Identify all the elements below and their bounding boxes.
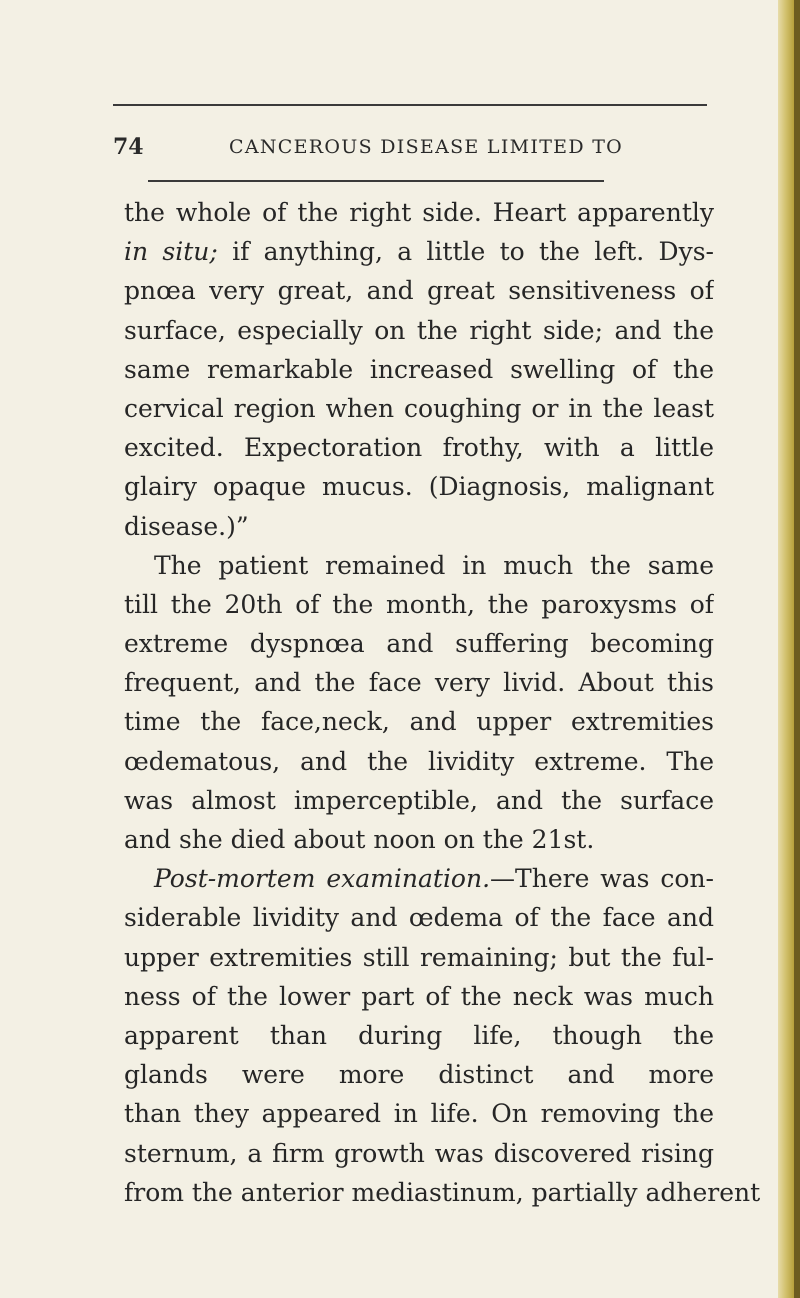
text-segment: than they appeared in life. On removing the [124, 1099, 714, 1129]
text-segment: time the face,neck, and upper extremities [124, 707, 714, 737]
running-head: CANCEROUS DISEASE LIMITED TO [229, 136, 624, 158]
text-line [124, 663, 714, 702]
text-line [124, 1134, 714, 1173]
text-line [124, 311, 714, 350]
text-line [124, 1016, 714, 1055]
text-line [124, 1094, 714, 1133]
text-line [124, 1173, 761, 1212]
text-segment: was almost imperceptible, and the surface [124, 785, 714, 815]
text-segment: and she died about noon on the 21st. [124, 825, 595, 854]
body-text [124, 193, 761, 1212]
text-line [124, 898, 714, 937]
text-line [124, 781, 714, 820]
text-line [124, 820, 714, 859]
text-segment: sternum, a firm growth was discovered rising [124, 1138, 714, 1168]
text-segment: siderable lividity and œdema of the face and [124, 903, 714, 933]
text-line [124, 977, 714, 1016]
italic-text: Post-mortem examination. [154, 864, 491, 894]
text-line [124, 938, 714, 977]
text-segment: pnœa very great, and great sensitiveness of [124, 276, 714, 306]
header-rule-top [113, 104, 707, 106]
header-rule-bottom [148, 180, 604, 182]
text-line [124, 428, 714, 467]
text-segment: surface, especially on the right side; and the [124, 315, 714, 345]
page-edge-shadow [794, 0, 800, 1298]
text-line [124, 350, 714, 389]
text-segment: upper extremities still remaining; but the ful- [124, 942, 714, 972]
italic-text: in situ; [124, 237, 218, 267]
text-segment: apparent than during life, though the [124, 1020, 714, 1050]
text-segment: glairy opaque mucus. (Diagnosis, malignant [124, 472, 714, 502]
text-segment: same remarkable increased swelling of the [124, 354, 714, 384]
text-segment: till the 20th of the month, the paroxysms of [124, 589, 714, 619]
text-segment: The patient remained in much the same [154, 550, 714, 580]
text-segment: œdematous, and the lividity extreme. The [124, 746, 714, 776]
text-segment: disease.)” [124, 511, 249, 541]
text-segment: if anything, a little to the left. Dys- [217, 237, 714, 267]
text-line [124, 232, 714, 271]
text-line [124, 389, 714, 428]
text-line [124, 1055, 714, 1094]
text-segment: excited. Expectoration frothy, with a little [124, 433, 714, 463]
page-number: 74 [113, 134, 144, 160]
text-line [124, 859, 714, 898]
text-line [124, 585, 714, 624]
text-segment: frequent, and the face very livid. About this [124, 668, 714, 698]
text-segment: —There was con- [490, 864, 714, 894]
text-line [124, 624, 714, 663]
text-line [124, 546, 714, 585]
text-line [124, 193, 714, 232]
text-line [124, 467, 714, 506]
text-segment: from the anterior mediastinum, partially adherent [124, 1177, 761, 1207]
text-segment: ness of the lower part of the neck was much [124, 981, 714, 1011]
text-segment: glands were more distinct and more [124, 1060, 714, 1090]
page-header [113, 134, 713, 168]
text-line [124, 271, 714, 310]
text-segment: extreme dyspnœa and suffering becoming [124, 629, 714, 659]
text-line [124, 702, 714, 741]
text-line [124, 742, 714, 781]
text-segment: the whole of the right side. Heart apparently [124, 198, 714, 227]
text-line [124, 507, 714, 546]
text-segment: cervical region when coughing or in the least [124, 393, 714, 423]
